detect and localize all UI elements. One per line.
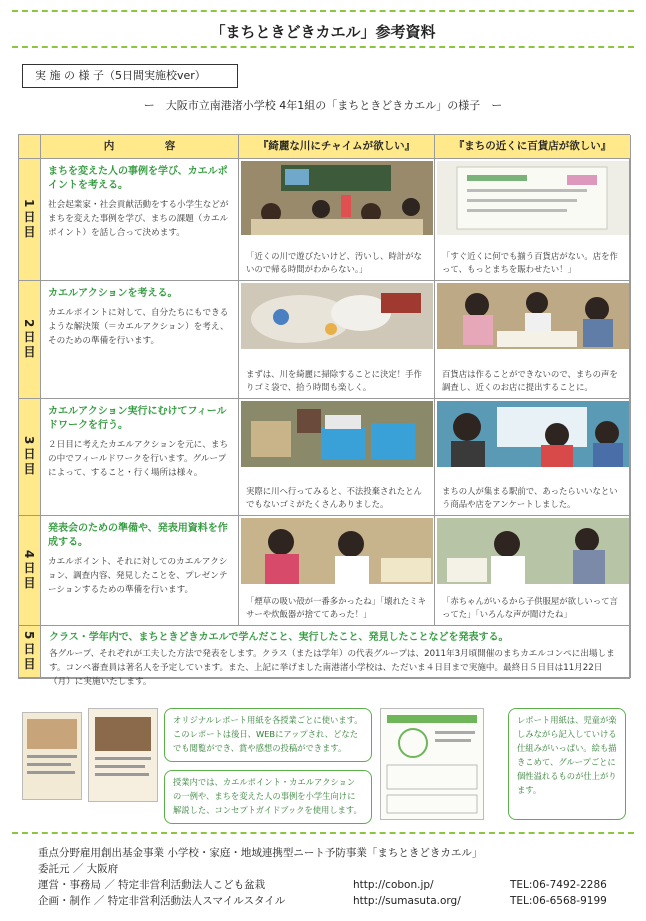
guidebook-image (23, 713, 81, 799)
day-label: 4日目 (22, 549, 36, 592)
header-river: 『綺麗な川にチャイムが欲しい』 (239, 135, 435, 159)
day-description (41, 159, 239, 281)
photo-cell (239, 281, 435, 399)
day-description (41, 281, 239, 399)
header-department-store: 『まちの近くに百貨店が欲しい』 (435, 135, 631, 159)
report-sheet-image (381, 709, 483, 819)
photo-caption: 「近くの川で遊びたいけど、汚いし、時計がないので帰る時間がわからない。」 (241, 248, 432, 278)
guidebook-thumbnail-right (88, 708, 158, 802)
group-discussion-photo (437, 283, 629, 349)
day-label: 1日目 (22, 198, 36, 241)
day-label-cell (19, 399, 41, 516)
implementation-label: 実 施 の 様 子（5日間実施校ver） (22, 64, 238, 88)
footer-plan: 企画・制作 ／ 特定非営利活動法人スマイルスタイル (38, 895, 286, 907)
footer-plan-url[interactable]: http://sumasuta.org/ (353, 895, 461, 907)
poster-making-photo (437, 518, 629, 584)
footer (38, 845, 638, 909)
day-body: ２日目に考えたカエルアクションを元に、まちの中でフィールドワークを行います。グループによって、すること・行く場所は様々。 (48, 440, 229, 478)
day-heading: まちを変えた人の事例を学び、カエルポイントを考える。 (48, 166, 228, 191)
footer-plan-tel: TEL:06-6568-9199 (510, 895, 607, 907)
day-heading: 発表会のための準備や、発表用資料を作成する。 (48, 523, 228, 548)
day-label-cell (19, 159, 41, 281)
day-heading: クラス・学年内で、まちときどきカエルで学んだこと、実行したこと、発見したことなどを発表する。 (49, 632, 509, 643)
photo-caption: 「すぐ近くに何でも揃う百貨店がない。店を作って、もっとまちを賑わせたい！」 (437, 248, 628, 278)
photo-cell (239, 516, 435, 626)
day-body: カエルポイント、それに対してのカエルアクション、調査内容、発見したことを、プレゼンテーションするための準備を行います。 (48, 557, 228, 595)
classroom-photo (241, 161, 433, 235)
activity-table (18, 134, 630, 687)
photo-caption: まちの人が集まる駅前で、あったらいいなという商品や店をアンケートしました。 (437, 483, 628, 513)
day-heading: カエルアクションを考える。 (48, 288, 178, 299)
report-fun-note: レポート用紙は、児童が楽しみながら記入していける仕組みがいっぱい。絵も描きこめて、グループごとに個性溢れるものが仕上がります。 (508, 708, 626, 820)
title-dashed-rule (12, 46, 634, 48)
day5-description (41, 626, 631, 687)
photo-caption: 「煙草の吸い殻が一番多かったね」「壊れたミキサーや炊飯器が捨ててあった！」 (241, 593, 432, 623)
footer-dashed-rule (12, 832, 634, 834)
top-dashed-rule (12, 10, 634, 12)
photo-cell (435, 281, 631, 399)
day-heading: カエルアクション実行にむけてフィールドワークを行う。 (48, 406, 227, 431)
footer-ops: 運営・事務局 ／ 特定非営利活動法人こども盆栽 (38, 879, 266, 891)
day-label: 2日目 (22, 318, 36, 361)
river-trash-photo (241, 401, 433, 467)
day-label-cell (19, 516, 41, 626)
photo-caption: 実際に川へ行ってみると、不法投棄されたとんでもないゴミがたくさんありました。 (241, 483, 432, 513)
photo-caption: まずは、川を綺麗に掃除することに決定！手作りゴミ袋で、拾う時間も楽しく。 (241, 366, 432, 396)
school-subtitle: ー 大阪市立南港渚小学校 4年1組の「まちときどきカエル」の様子 ー (143, 99, 503, 112)
photo-cell (435, 159, 631, 281)
footer-plan-row (38, 893, 638, 909)
photo-cell (239, 399, 435, 516)
photo-cell (435, 516, 631, 626)
day-description (41, 399, 239, 516)
header-content: 内 容 (41, 135, 239, 159)
report-sheet-thumbnail (380, 708, 484, 820)
guidebook-note: 授業内では、カエルポイント・カエルアクションの一例や、まちを変えた人の事例を小学生向けに解説した、コンセプトガイドブックを使用します。 (164, 770, 372, 824)
materials-section (18, 700, 630, 820)
photo-cell (435, 399, 631, 516)
page-title: 「まちときどきカエル」参考資料 (210, 23, 436, 41)
footer-ops-tel: TEL:06-7492-2286 (510, 879, 607, 891)
day-body: カエルポイントに対して、自分たちにもできるような解決策（＝カエルアクション）を考え、そのための準備を行います。 (48, 308, 229, 346)
day-body: 各グループ、それぞれが工夫した方法で発表をします。クラス（または学年）の代表グループは、2011年3月頃開催のまちカエルコンペに出場します。コンペ審査員は著名人を予定しています。また、上記に挙げました南港渚小学校は、ただいま４日目まで実施中。最終日５日目は11月22日（月）に実施いたします。 (49, 649, 615, 687)
footer-ops-row (38, 877, 638, 893)
day-body: 社会起業家・社会貢献活動をする小学生などがまちを変えた事例を学び、まちの課題（カエルポイント）を話し合って決めます。 (48, 200, 229, 238)
day-label: 5日目 (22, 630, 36, 673)
footer-project: 重点分野雇用創出基金事業 小学校・家庭・地域連携型ニート予防事業「まちときどきカエル」 (38, 847, 483, 859)
footer-ops-url[interactable]: http://cobon.jp/ (353, 879, 434, 891)
guidebook-image (89, 709, 157, 801)
footer-client: 委託元 ／ 大阪府 (38, 863, 119, 875)
day-label-cell (19, 281, 41, 399)
day-label-cell (19, 626, 41, 678)
table-corner (19, 135, 41, 159)
photo-caption: 百貨店は作ることができないので、まちの声を調査し、近くのお店に提出することに。 (437, 366, 628, 396)
worksheet-photo (437, 161, 629, 235)
station-survey-photo (437, 401, 629, 467)
guidebook-thumbnail-left (22, 712, 82, 800)
presentation-prep-photo (241, 518, 433, 584)
garbage-bags-photo (241, 283, 433, 349)
report-sheet-note: オリジナルレポート用紙を各授業ごとに使います。このレポートは後日、WEBにアップされ、どなたでも閲覧ができ、賞や感想の投稿ができます。 (164, 708, 372, 762)
day-label: 3日目 (22, 436, 36, 478)
photo-caption: 「赤ちゃんがいるから子供服屋が欲しいって言ってた」「いろんな声が聞けたね」 (437, 593, 628, 623)
photo-cell (239, 159, 435, 281)
day-description (41, 516, 239, 626)
